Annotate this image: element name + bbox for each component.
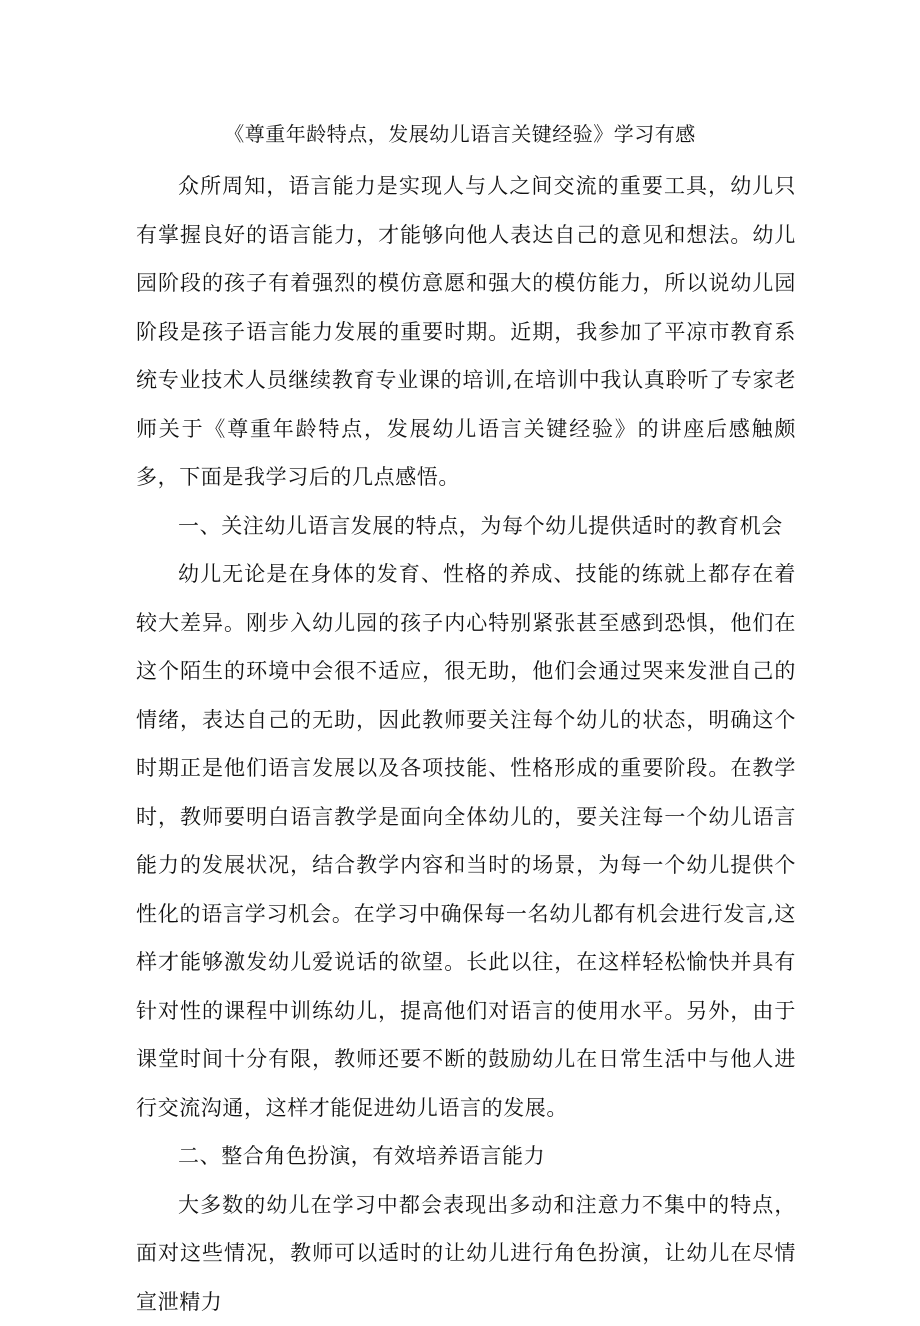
intro-paragraph: 众所周知，语言能力是实现人与人之间交流的重要工具，幼儿只有掌握良好的语言能力，才能够向他人表达自己的意见和想法。幼儿园阶段的孩子有着强烈的模仿意愿和强大的模仿能力，所以说幼儿园阶段是孩子语言能力发展的重要时期。近期，我参加了平凉市教育系统专业技术人员继续教育专业课的培训,在培训中我认真聆听了专家老师关于《尊重年龄特点，发展幼儿语言关键经验》的讲座后感触颇多，下面是我学习后的几点感悟。	[136, 162, 796, 502]
section-1-paragraph: 幼儿无论是在身体的发育、性格的养成、技能的练就上都存在着较大差异。刚步入幼儿园的孩子内心特别紧张甚至感到恐惧，他们在这个陌生的环境中会很不适应，很无助，他们会通过哭来发泄自己的情绪，表达自己的无助，因此教师要关注每个幼儿的状态，明确这个时期正是他们语言发展以及各项技能、性格形成的重要阶段。在教学时，教师要明白语言教学是面向全体幼儿的，要关注每一个幼儿语言能力的发展状况，结合教学内容和当时的场景，为每一个幼儿提供个性化的语言学习机会。在学习中确保每一名幼儿都有机会进行发言,这样才能够激发幼儿爱说话的欲望。长此以往，在这样轻松愉快并具有针对性的课程中训练幼儿，提高他们对语言的使用水平。另外，由于课堂时间十分有限，教师还要不断的鼓励幼儿在日常生活中与他人进行交流沟通，这样才能促进幼儿语言的发展。	[136, 550, 796, 1132]
document-title: 《尊重年龄特点，发展幼儿语言关键经验》学习有感	[0, 120, 920, 148]
section-heading-2: 二、整合角色扮演，有效培养语言能力	[136, 1132, 796, 1181]
document-body	[136, 162, 796, 1326]
section-heading-1: 一、关注幼儿语言发展的特点，为每个幼儿提供适时的教育机会	[136, 502, 796, 551]
section-2-paragraph: 大多数的幼儿在学习中都会表现出多动和注意力不集中的特点，面对这些情况，教师可以适时的让幼儿进行角色扮演，让幼儿在尽情宣泄精力	[136, 1181, 796, 1326]
